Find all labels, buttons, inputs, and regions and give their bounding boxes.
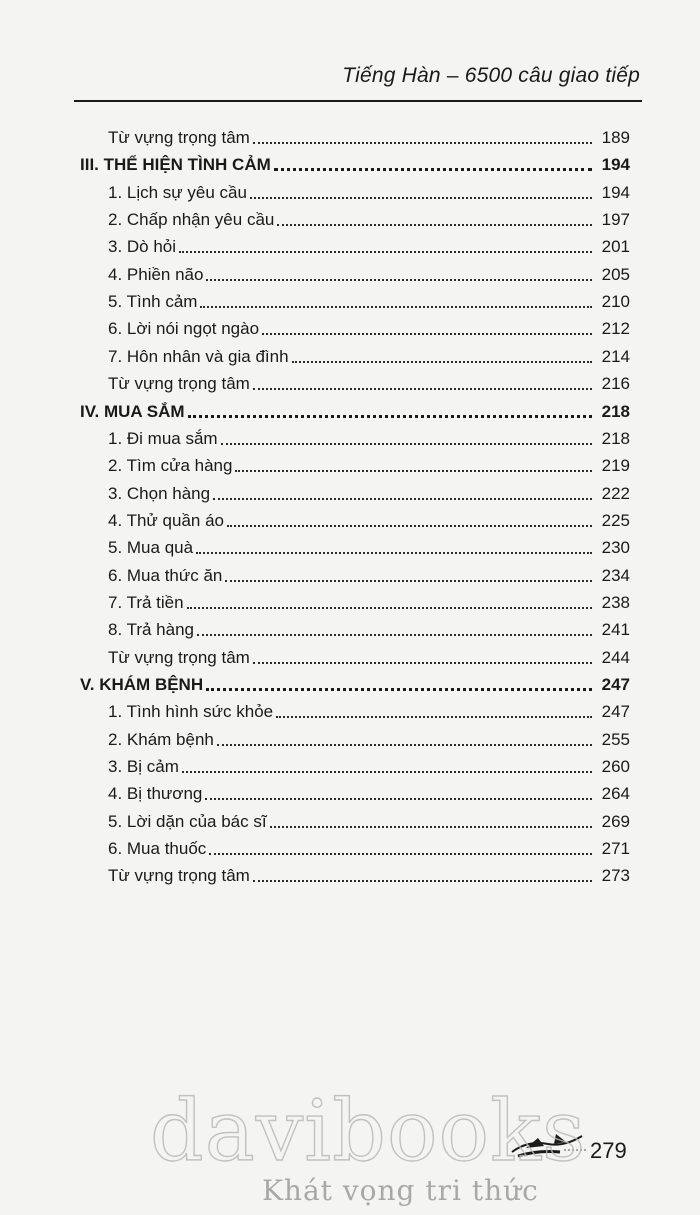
toc-leader-dots bbox=[179, 251, 592, 253]
toc-entry-label: 5. Lời dặn của bác sĩ bbox=[108, 811, 267, 831]
toc-item-row bbox=[108, 368, 630, 395]
toc-item-row bbox=[108, 505, 630, 532]
toc-item-row bbox=[108, 860, 630, 887]
toc-entry-page: 214 bbox=[601, 346, 630, 366]
toc-entry-label: V. KHÁM BỆNH bbox=[80, 675, 204, 694]
toc-entry-page: 197 bbox=[601, 210, 630, 230]
toc-entry-label: 4. Bị thương bbox=[108, 784, 203, 804]
toc-item-row bbox=[108, 724, 630, 751]
toc-entry-page: 189 bbox=[601, 128, 630, 147]
toc-entry-label: Từ vựng trọng tâm bbox=[108, 866, 250, 886]
toc-entry-page: 271 bbox=[601, 839, 630, 859]
toc-entry-label: 5. Tình cảm bbox=[108, 292, 198, 312]
toc-leader-dots bbox=[274, 168, 592, 171]
toc-entry-label: III. THỂ HIỆN TÌNH CẢM bbox=[80, 155, 271, 175]
toc-leader-dots bbox=[235, 470, 592, 472]
toc-item-row bbox=[108, 751, 630, 778]
toc-entry-label: 4. Thử quần áo bbox=[108, 510, 224, 530]
toc-entry-page: 210 bbox=[601, 292, 630, 312]
toc-leader-dots bbox=[250, 197, 592, 199]
toc-entry-label: 8. Trả hàng bbox=[108, 620, 195, 640]
toc-entry-page: 247 bbox=[601, 702, 630, 722]
toc-entry-page: 219 bbox=[601, 456, 630, 476]
toc-entry-page: 234 bbox=[601, 565, 630, 585]
toc-entry-label: 6. Mua thuốc bbox=[108, 839, 207, 859]
toc-entry-label: 7. Trả tiền bbox=[108, 592, 184, 612]
toc-entry-page: 238 bbox=[601, 592, 630, 612]
toc-section-row bbox=[80, 149, 630, 176]
toc-entry-page: 216 bbox=[601, 374, 630, 394]
toc-entry-label: 1. Đi mua sắm bbox=[108, 428, 218, 448]
toc-entry-page: 205 bbox=[601, 264, 630, 284]
toc-item-row bbox=[108, 423, 630, 450]
toc-entry-page: 201 bbox=[601, 237, 630, 257]
toc-entry-page: 225 bbox=[601, 510, 630, 530]
toc-item-row bbox=[108, 833, 630, 860]
toc-entry-label: 1. Tình hình sức khỏe bbox=[108, 702, 274, 722]
toc-leader-dots bbox=[187, 607, 592, 609]
toc-item-row bbox=[108, 231, 630, 258]
toc-entry-page: 218 bbox=[601, 401, 630, 421]
toc-leader-dots bbox=[270, 826, 592, 828]
toc-entry-page: 194 bbox=[601, 182, 630, 202]
running-header: Tiếng Hàn – 6500 câu giao tiếp bbox=[342, 64, 640, 87]
toc-entry-page: 212 bbox=[601, 319, 630, 339]
toc-entry-label: 2. Tìm cửa hàng bbox=[108, 456, 233, 476]
toc-item-row bbox=[108, 286, 630, 313]
toc-item-row bbox=[108, 806, 630, 833]
toc-leader-dots bbox=[205, 798, 592, 800]
watermark-tagline: Khát vọng tri thức bbox=[262, 1174, 539, 1207]
toc-leader-dots bbox=[253, 880, 592, 882]
toc-leader-dots bbox=[221, 443, 592, 445]
toc-entry-page: 264 bbox=[601, 784, 630, 804]
toc-entry-label: 3. Dò hỏi bbox=[108, 237, 177, 257]
toc-item-row bbox=[108, 341, 630, 368]
toc-leader-dots bbox=[217, 744, 592, 746]
toc-item-row bbox=[108, 532, 630, 559]
toc-item-row bbox=[108, 122, 630, 149]
toc-entry-label: 2. Khám bệnh bbox=[108, 729, 214, 749]
toc-leader-dots bbox=[182, 771, 592, 773]
toc-entry-page: 230 bbox=[601, 538, 630, 558]
watermark-brand: davibooks bbox=[150, 1082, 587, 1180]
toc-entry-label: 6. Lời nói ngọt ngào bbox=[108, 319, 260, 339]
page-number: 279 bbox=[590, 1138, 627, 1163]
toc-leader-dots bbox=[197, 634, 592, 636]
toc-entry-label: Từ vựng trọng tâm bbox=[108, 128, 250, 147]
toc-entry-page: 260 bbox=[601, 757, 630, 777]
toc-leader-dots bbox=[276, 716, 592, 718]
toc-leader-dots bbox=[209, 853, 592, 855]
toc-leader-dots bbox=[213, 498, 592, 500]
toc-item-row bbox=[108, 450, 630, 477]
toc-section-row bbox=[80, 669, 630, 696]
toc-entry-page: 247 bbox=[601, 675, 630, 694]
toc-entry-label: 4. Phiền não bbox=[108, 264, 204, 284]
toc-leader-dots bbox=[253, 662, 592, 664]
toc-entry-label: 5. Mua quà bbox=[108, 538, 194, 558]
toc-leader-dots bbox=[206, 279, 592, 281]
toc-item-row bbox=[108, 204, 630, 231]
toc-item-row bbox=[108, 778, 630, 805]
toc-entry-page: 241 bbox=[601, 620, 630, 640]
toc-entry-label: 3. Chọn hàng bbox=[108, 483, 211, 503]
toc-leader-dots bbox=[292, 361, 592, 363]
toc-entry-page: 269 bbox=[601, 811, 630, 831]
toc-entry-page: 255 bbox=[601, 729, 630, 749]
toc-entry-label: Từ vựng trọng tâm bbox=[108, 374, 250, 394]
toc-item-row bbox=[108, 478, 630, 505]
header-rule bbox=[74, 100, 642, 102]
toc-entry-label: Từ vựng trọng tâm bbox=[108, 647, 250, 667]
toc-entry-label: 1. Lịch sự yêu cầu bbox=[108, 182, 247, 202]
toc-entry-label: 2. Chấp nhận yêu cầu bbox=[108, 210, 275, 230]
toc-entry-label: 6. Mua thức ăn bbox=[108, 565, 223, 585]
toc-item-row bbox=[108, 313, 630, 340]
toc-entry-label: 7. Hôn nhân và gia đình bbox=[108, 346, 289, 366]
toc-leader-dots bbox=[206, 688, 592, 691]
toc-leader-dots bbox=[253, 142, 592, 144]
toc-leader-dots bbox=[262, 333, 592, 335]
toc-leader-dots bbox=[196, 552, 592, 554]
toc-leader-dots bbox=[225, 580, 592, 582]
toc-entry-page: 218 bbox=[601, 428, 630, 448]
toc-entry-page: 244 bbox=[601, 647, 630, 667]
toc-item-row bbox=[108, 642, 630, 669]
toc-entry-label: 3. Bị cảm bbox=[108, 757, 179, 777]
toc-leader-dots bbox=[227, 525, 592, 527]
toc-item-row bbox=[108, 259, 630, 286]
toc-entry-label: IV. MUA SẮM bbox=[80, 401, 185, 421]
toc-leader-dots bbox=[253, 388, 592, 390]
toc-leader-dots bbox=[277, 224, 592, 226]
toc-item-row bbox=[108, 614, 630, 641]
toc-item-row bbox=[108, 587, 630, 614]
toc-leader-dots bbox=[200, 306, 592, 308]
toc-leader-dots bbox=[188, 415, 592, 418]
toc-entry-page: 194 bbox=[601, 155, 630, 175]
toc-section-row bbox=[80, 396, 630, 423]
toc-entry-page: 222 bbox=[601, 483, 630, 503]
toc-item-row bbox=[108, 560, 630, 587]
toc-item-row bbox=[108, 177, 630, 204]
toc-item-row bbox=[108, 696, 630, 723]
toc-entry-page: 273 bbox=[601, 866, 630, 886]
